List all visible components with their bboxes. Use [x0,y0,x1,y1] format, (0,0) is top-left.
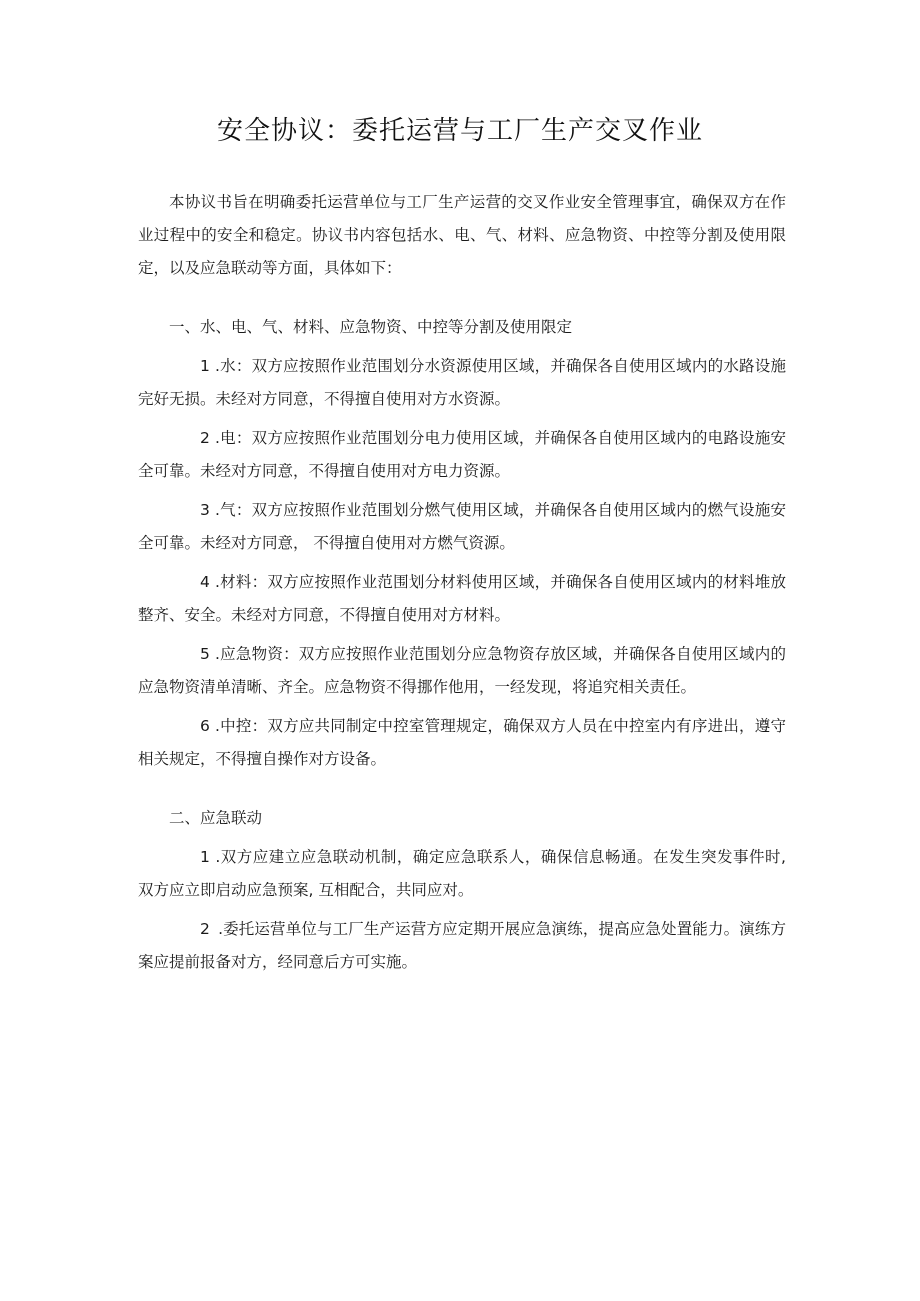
section2-item-drills [138,913,786,979]
item-text: .中控：双方应共同制定中控室管理规定，确保双方人员在中控室内有序进出，遵守相关规定，不得擅自操作对方设备。 [138,717,786,768]
document-title: 安全协议：委托运营与工厂生产交叉作业 [216,116,703,146]
item-number: 1 [200,357,210,375]
item-number: 5 [200,645,210,663]
section1-heading: 一、水、电、气、材料、应急物资、中控等分割及使用限定 [169,318,573,336]
item-text: .气：双方应按照作业范围划分燃气使用区域，并确保各自使用区域内的燃气设施安全可靠。未经对方同意， 不得擅自使用对方燃气资源。 [138,501,786,552]
item-text: .应急物资：双方应按照作业范围划分应急物资存放区域，并确保各自使用区域内的应急物资清单清晰、齐全。应急物资不得挪作他用，一经发现，将追究相关责任。 [138,645,786,696]
section1-item-central-control [138,710,786,776]
item-text: .材料：双方应按照作业范围划分材料使用区域，并确保各自使用区域内的材料堆放整齐、安全。未经对方同意，不得擅自使用对方材料。 [138,573,786,624]
section1-item-water [138,350,786,416]
item-number: 2 [200,429,210,447]
section2-heading: 二、应急联动 [169,809,263,827]
item-text: .双方应建立应急联动机制，确定应急联系人，确保信息畅通。在发生突发事件时, 双方应立即启动应急预案, 互相配合，共同应对。 [138,848,786,899]
section1-item-emergency-supplies [138,638,786,704]
section1-item-gas [138,494,786,560]
item-number: 1 [200,848,210,866]
item-number: 2 [200,920,210,938]
item-text: .电：双方应按照作业范围划分电力使用区域，并确保各自使用区域内的电路设施安全可靠。未经对方同意，不得擅自使用对方电力资源。 [138,429,786,480]
item-number: 3 [200,501,210,519]
section2-item-mechanism [138,841,786,907]
intro-paragraph: 本协议书旨在明确委托运营单位与工厂生产运营的交叉作业安全管理事宜，确保双方在作业过程中的安全和稳定。协议书内容包括水、电、气、材料、应急物资、中控等分割及使用限定，以及应急联动等方面，具体如下： [138,193,786,277]
section1-item-electricity [138,422,786,488]
section1-item-materials [138,566,786,632]
item-text: .水：双方应按照作业范围划分水资源使用区域，并确保各自使用区域内的水路设施完好无损。未经对方同意，不得擅自使用对方水资源。 [138,357,786,408]
item-number: 6 [200,717,210,735]
item-number: 4 [200,573,210,591]
item-text: .委托运营单位与工厂生产运营方应定期开展应急演练，提高应急处置能力。演练方案应提前报备对方，经同意后方可实施。 [138,920,786,971]
document-body [138,186,786,979]
